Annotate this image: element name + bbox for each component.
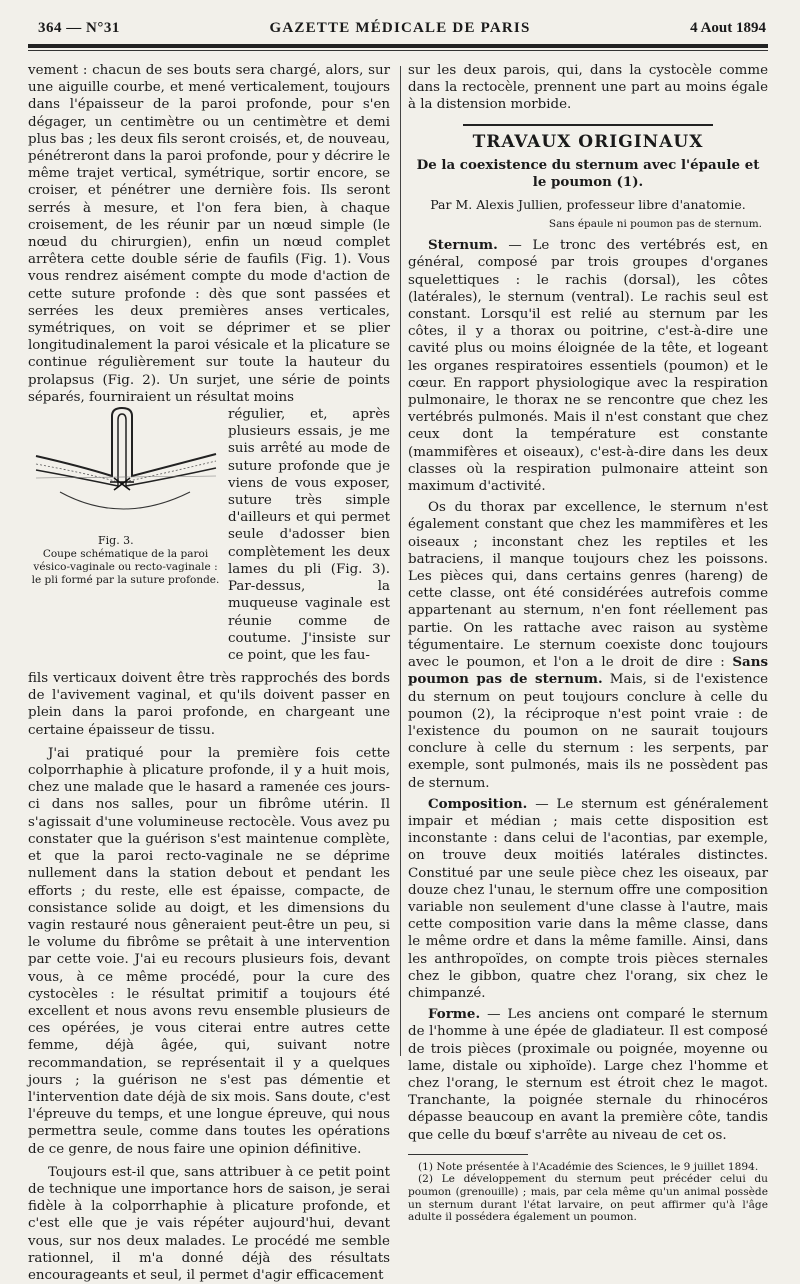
subsection-heading: Forme. bbox=[428, 1006, 481, 1023]
paragraph: Sternum. — Le tronc des vertébrés est, en général, composé par trois groupes d'organes squelettiques : le rachis (dorsal), les côtes (latérales), le sternum (ventral). Le rachis seul est constant. Lorsqu'il est relié au sternum par les côtes, il y a thorax ou poitrine, c'est-à-dire une cavité plus ou moins éloignée de la tête, et logeant les organes respiratoires essentiels (poumon) et le cœur. En rapport physiologique avec la respiration pulmonaire, le thorax ne se rencontre que chez les vertébrés pulmonés. Mais il n'est constant que chez ceux dont la température est constante (mammifères et oiseaux), c'est-à-dire dans les deux classes où la respiration pulmonaire atteint son maximum d'activité. bbox=[408, 237, 768, 495]
section-heading: TRAVAUX ORIGINAUX bbox=[463, 124, 713, 151]
footnote: (2) Le développement du sternum peut précéder celui du poumon (grenouille) ; mais, par cela même qu'un animal possède un sternum durant l'état larvaire, on peut affirmer qu'à l'âge adulte il possédera également un poumon. bbox=[408, 1173, 768, 1224]
column-divider bbox=[400, 66, 401, 1056]
paragraph: sur les deux parois, qui, dans la cystocèle comme dans la rectocèle, prennent une part au moins égale à la distension morbide. bbox=[408, 63, 768, 113]
paragraph: fils verticaux doivent être très rapprochés des bords de l'avivement vaginal, et qu'ils doivent passer en plein dans la paroi profonde, en chargeant une certaine épaisseur de tissu. bbox=[28, 671, 390, 738]
header-rule-thin bbox=[28, 50, 768, 51]
subsection-heading: Sternum. bbox=[428, 237, 498, 254]
footnote: (1) Note présentée à l'Académie des Sciences, le 9 juillet 1894. bbox=[418, 1160, 759, 1173]
left-column bbox=[28, 62, 390, 1284]
journal-title: GAZETTE MÉDICALE DE PARIS bbox=[269, 20, 531, 36]
epigraph: Sans épaule ni poumon pas de sternum. bbox=[548, 218, 762, 231]
paragraph: Composition. — Le sternum est généralement impair et médian ; mais cette disposition est inconstante : dans celui de l'acontias, par exemple, on trouve deux moitiés latérales distinctes. Constitué par une seule pièce chez les oiseaux, par douze chez l'unau, le sternum offre une composition variable non seulement d'une classe à l'autre, mais cette composition varie dans la même classe, dans le même ordre et dans la même famille. Ainsi, dans les anthropoïdes, on compte trois pièces sternales chez le gibbon, quatre chez l'orang, six chez le chimpanzé. bbox=[408, 795, 768, 1001]
fold-diagram-illustration bbox=[30, 406, 220, 530]
figure-caption: Coupe schématique de la paroi vésico-vaginale ou recto-vaginale : le pli formé par la suture profonde. bbox=[31, 548, 220, 587]
paragraph: Toujours est-il que, sans attribuer à ce petit point de technique une importance hors de saison, je serai fidèle à la colporrhaphie à plicature profonde, et c'est elle que je vais répéter aujourd'hui, devant vous, sur nos deux malades. Le procédé me semble rationnel, il m'a donné déjà des résultats encourageants et seul, il permet d'agir efficacement bbox=[28, 1164, 390, 1283]
figure-block bbox=[28, 406, 390, 670]
running-header bbox=[30, 18, 770, 40]
footnotes bbox=[408, 1161, 768, 1224]
paragraph: Os du thorax par excellence, le sternum n'est également constant que chez les mammifères et les oiseaux ; inconstant chez les reptiles et les batraciens, il manque toujours chez les poissons. Les pièces qui, dans certains genres (hareng) de cette classe, ont été considérées autrefois comme appartenant au sternum, n'en font réellement pas partie. On les rattache avec raison au système tégumentaire. Le sternum coexiste donc toujours avec le poumon, et l'on a le droit de dire : Sans poumon pas de sternum. Mais, si de l'existence du sternum on peut toujours conclure à celle du poumon (2), la réciproque n'est point vraie : de l'existence du poumon on ne saurait toujours conclure à celle du sternum : les serpents, par exemple, sont pulmonés, mais ils ne possèdent pas de sternum. bbox=[408, 500, 768, 791]
page-number: 364 — N°31 bbox=[38, 20, 120, 36]
article-title: De la coexistence du sternum avec l'épaule et le poumon (1). bbox=[416, 156, 760, 190]
author-byline: Par M. Alexis Jullien, professeur libre d'anatomie. bbox=[430, 196, 746, 212]
paragraph-beside-figure: régulier, et, après plusieurs essais, je me suis arrêté au mode de suture profonde que je viens de vous exposer, suture très simple d'ailleurs et qui permet seule d'adosser bien complètement les deux lames du pli (Fig. 3). Par-dessus, la muqueuse vaginale est réunie comme de coutume. J'insiste sur ce point, que les fau- bbox=[228, 407, 390, 663]
figure-3 bbox=[28, 406, 223, 670]
subsection-heading: Composition. bbox=[428, 795, 528, 812]
paragraph: vement : chacun de ses bouts sera chargé, alors, sur une aiguille courbe, et mené verticalement, toujours dans l'épaisseur de la paroi profonde, pour s'en dégager, un centimètre ou un centimètre et demi plus bas ; les deux fils seront croisés, et, de nouveau, pénétreront dans la paroi profonde, pour y décrire le même trajet vertical, symétrique, sortir encore, se croiser, et pénétrer une dernière fois. Ils seront serrés à mesure, et l'on fera bien, à chaque croisement, de les réunir par un nœud simple (le nœud du chirurgien), enfin un nœud complet arrêtera cette double série de faufils (Fig. 1). Vous vous rendrez aisément compte du mode d'action de cette suture profonde : dès que sont passées et serrées les deux premières anses verticales, symétriques, on voit se déprimer et se plier longitudinalement la paroi vésicale et la plicature se continue régulièrement sur toute la hauteur du prolapsus (Fig. 2). Un surjet, une série de points séparés, fourniraient un résultat moins bbox=[28, 63, 390, 405]
paragraph: Forme. — Les anciens ont comparé le sternum de l'homme à une épée de gladiateur. Il est composé de trois pièces (proximale ou poignée, moyenne ou lame, distale ou xiphoïde). Large chez l'homme et chez l'orang, le sternum est étroit chez le magot. Tranchante, la poignée sternale du rhinocéros dépasse beaucoup en avant la première côte, tandis que celle du bœuf s'arrête au niveau de cet os. bbox=[408, 1006, 768, 1143]
header-rule bbox=[28, 44, 768, 48]
issue-date: 4 Aout 1894 bbox=[690, 20, 766, 36]
figure-label: Fig. 3. bbox=[98, 534, 134, 548]
bold-statement: Sans poumon pas de sternum. bbox=[408, 654, 768, 688]
footnote-rule bbox=[408, 1154, 528, 1155]
paragraph: J'ai pratiqué pour la première fois cette colporrhaphie à plicature profonde, il y a huit mois, chez une malade que le hasard a ramenée ces jours-ci dans nos salles, pour un fibrôme utérin. Il s'agissait d'une volumineuse rectocèle. Vous avez pu constater que la guérison s'est maintenue complète, et que la paroi recto-vaginale ne se déprime nullement dans la station debout et pendant les efforts ; du reste, elle est épaisse, compacte, de consistance solide au doigt, et les dimensions du vagin restauré nous gêneraient peut-être un peu, si le volume du fibrôme se prêtait à une intervention par cette voie. J'ai eu recours plusieurs fois, devant vous, à ce même procédé, pour la cure des cystocèles : le résultat primitif a toujours été excellent et nous avons revu ensemble plusieurs de ces opérées, je vous citerai entre autres cette femme, déjà âgée, qui, suivant notre recommandation, se représentait il y a quelques jours ; la guérison ne s'est pas démentie et l'intervention date déjà de six mois. Sans doute, c'est l'épreuve du temps, et une longue épreuve, qui nous permettra seule, comme dans toutes les opérations de ce genre, de nous faire une opinion définitive. bbox=[28, 745, 390, 1157]
right-column bbox=[408, 62, 768, 1224]
